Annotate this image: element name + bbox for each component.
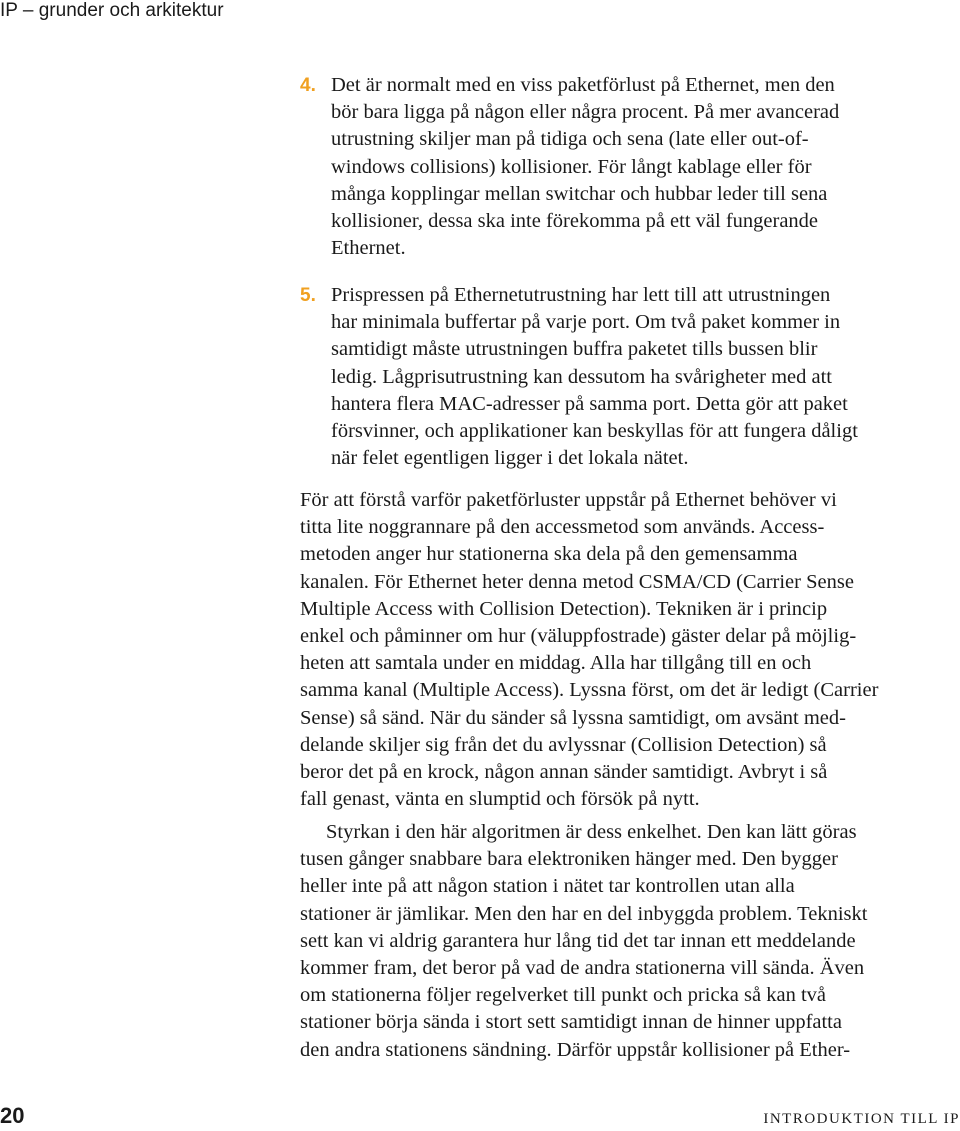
list-item-line: 4. Det är normalt med en viss paketförlust på Ethernet, men den: [300, 72, 960, 99]
list-item-line: när felet egentligen ligger i det lokala nätet.: [331, 447, 689, 470]
list-number: 5.: [300, 285, 316, 306]
paragraph-line: stationer börja sända i stort sett samtidigt innan de hinner uppfatta: [300, 1011, 842, 1034]
paragraph-line: fall genast, vänta en slumptid och försök på nytt.: [300, 788, 700, 811]
paragraph-line: tusen gånger snabbare bara elektroniken hänger med. Den bygger: [300, 848, 838, 871]
paragraph-line: kanalen. För Ethernet heter denna metod CSMA/CD (Carrier Sense: [300, 570, 854, 593]
list-item-line: har minimala buffertar på varje port. Om två paket kommer in: [331, 311, 841, 334]
paragraph-line: delande skiljer sig från det du avlyssnar (Collision Detection) så: [300, 733, 827, 756]
list-item-line: bör bara ligga på någon eller några procent. På mer avancerad: [331, 101, 840, 124]
list-item-line: windows collisions) kollisioner. För långt kablage eller för: [331, 155, 812, 178]
page-number: 20: [0, 1103, 25, 1128]
list-item-4: [300, 72, 960, 262]
paragraph-line: den andra stationens sändning. Därför uppstår kollisioner på Ether-: [300, 1038, 851, 1061]
paragraph-line: För att förstå varför paketförluster uppstår på Ethernet behöver vi: [300, 489, 837, 511]
paragraph-line: beror det på en krock, någon annan sänder samtidigt. Avbryt i så: [300, 761, 828, 784]
running-footer: INTRODUKTION TILL IP: [763, 1111, 960, 1127]
list-item-5: [300, 282, 960, 472]
list-item-line: kollisioner, dessa ska inte förekomma på ett väl fungerande: [331, 210, 819, 233]
paragraph-line: metoden anger hur stationerna ska dela på den gemensamma: [300, 543, 798, 566]
list-item-line: samtidigt måste utrustningen buffra paketet tills bussen blir: [331, 338, 818, 361]
paragraph-line: sett kan vi aldrig garantera hur lång tid det tar innan ett meddelande: [300, 929, 856, 952]
list-number: 4.: [300, 75, 316, 96]
paragraph-line: titta lite noggrannare på den accessmetod som används. Access-: [300, 516, 825, 539]
list-item-line: hantera flera MAC-adresser på samma port. Detta gör att paket: [331, 392, 848, 415]
paragraph-line: Sense) så sänd. När du sänder så lyssna samtidigt, om avsänt med-: [300, 706, 846, 729]
paragraph-algorithm-strength: [300, 819, 960, 1064]
paragraph-line: samma kanal (Multiple Access). Lyssna först, om det är ledigt (Carrier: [300, 679, 879, 702]
paragraph-line: Multiple Access with Collision Detection). Tekniken är i princip: [300, 597, 828, 620]
paragraph-line: heller inte på att någon station i nätet tar kontrollen utan alla: [300, 875, 795, 898]
list-item-line: ledig. Lågprisutrustning kan dessutom ha svårigheter med att: [331, 365, 832, 388]
list-item-line: 5. Prispressen på Ethernetutrustning har lett till att utrustningen: [300, 282, 960, 309]
list-item-line: försvinner, och applikationer kan beskyllas för att fungera dåligt: [331, 420, 858, 443]
paragraph-line: om stationerna följer regelverket till punkt och pricka så kan två: [300, 984, 826, 1007]
paragraph-line: heten att samtala under en middag. Alla har tillgång till en och: [300, 652, 812, 675]
paragraph-csma-cd: [300, 487, 960, 813]
list-item-line: många kopplingar mellan switchar och hubbar leder till sena: [331, 182, 828, 205]
paragraph-line: stationer är jämlikar. Men den har en del inbyggda problem. Tekniskt: [300, 902, 868, 925]
paragraph-line: kommer fram, det beror på vad de andra stationerna vill sända. Även: [300, 957, 865, 980]
list-item-line: utrustning skiljer man på tidiga och sena (late eller out-of-: [331, 128, 809, 151]
running-header: IP – grunder och arkitektur: [0, 0, 224, 21]
paragraph-line: enkel och påminner om hur (väluppfostrade) gäster delar på möjlig-: [300, 625, 857, 648]
list-item-line: Ethernet.: [331, 237, 406, 260]
paragraph-line: Styrkan i den här algoritmen är dess enkelhet. Den kan lätt göras: [326, 821, 857, 843]
